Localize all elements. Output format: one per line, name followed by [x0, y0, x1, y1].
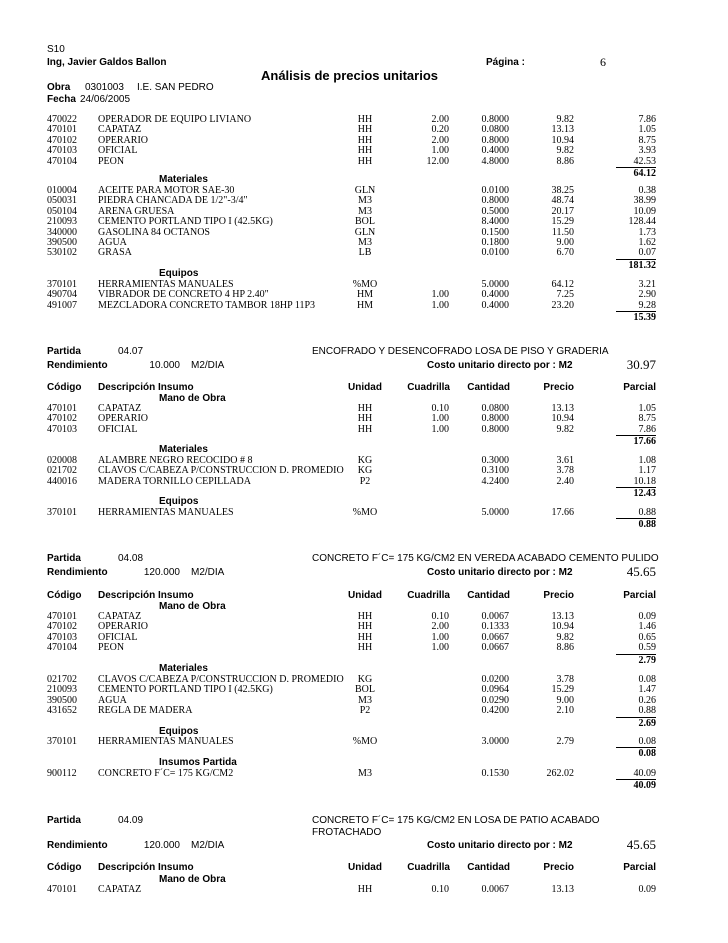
- column-header-unidad: Unidad: [348, 862, 382, 873]
- block1-partida-number: 04.07: [118, 346, 144, 357]
- cell-cant: 0.1800: [481, 237, 509, 248]
- section-total: 12.43: [616, 487, 656, 499]
- cell-desc: CLAVOS C/CABEZA P/CONSTRUCCION D. PROMEDIO: [98, 465, 344, 477]
- cell-cuad: 2.00: [431, 134, 449, 146]
- block1-equipment-heading: Equipos: [159, 496, 199, 507]
- cell-code: 470104: [47, 155, 77, 167]
- cell-unit: HH: [357, 621, 373, 633]
- cell-precio: 9.82: [556, 145, 574, 157]
- cell-desc: MEZCLADORA CONCRETO TAMBOR 18HP 11P3: [98, 299, 316, 311]
- column-header-cuadrilla: Cuadrilla: [407, 590, 450, 601]
- cell-parcial: 1.17: [638, 465, 656, 477]
- cell-desc: AGUA: [98, 694, 127, 706]
- cell-precio: 2.10: [556, 705, 574, 717]
- cell-unit: HM: [356, 289, 374, 301]
- cell-desc: OPERARIO: [98, 621, 149, 633]
- cell-code: 210093: [47, 684, 77, 696]
- cell-parcial: 1.08: [638, 455, 656, 466]
- cell-unit: M3: [358, 195, 372, 207]
- cell-precio: 9.00: [556, 694, 574, 706]
- cell-parcial: 8.75: [638, 413, 656, 425]
- block1-costo-label: Costo unitario directo por : M2: [427, 360, 573, 371]
- engineer-name: Ing, Javier Galdos Ballon: [47, 57, 167, 68]
- cell-desc: OPERARIO: [98, 134, 149, 146]
- cell-unit: BOL: [355, 684, 375, 696]
- cell-desc: VIBRADOR DE CONCRETO 4 HP 2.40": [98, 289, 269, 301]
- cell-unit: HH: [357, 413, 373, 425]
- cell-precio: 23.20: [551, 299, 574, 311]
- block3-partida-label: Partida: [47, 815, 81, 826]
- cell-desc: OFICIAL: [98, 631, 138, 643]
- column-header-parcial: Parcial: [623, 590, 656, 601]
- section-total: 2.69: [616, 717, 656, 729]
- cell-cuad: 1.00: [431, 642, 449, 654]
- cell-desc: CLAVOS C/CABEZA P/CONSTRUCCION D. PROMEDIO: [98, 674, 344, 685]
- cell-precio: 9.00: [556, 237, 574, 248]
- cell-precio: 6.70: [556, 247, 574, 259]
- block1-partida-description: ENCOFRADO Y DESENCOFRADO LOSA DE PISO Y GRADERIA: [312, 346, 609, 357]
- cell-code: 440016: [47, 475, 77, 487]
- cell-unit: P2: [359, 705, 371, 717]
- cell-precio: 3.78: [556, 674, 574, 685]
- cell-code: 900112: [47, 768, 77, 779]
- cell-parcial: 38.99: [633, 195, 656, 207]
- cell-cant: 0.0667: [481, 642, 509, 654]
- block2-rendimiento-label: Rendimiento: [47, 567, 108, 578]
- cell-desc: HERRAMIENTAS MANUALES: [98, 279, 234, 290]
- cell-unit: HH: [357, 423, 373, 435]
- cell-unit: KG: [357, 465, 373, 477]
- cell-unit: HH: [357, 611, 373, 622]
- cell-desc: CAPATAZ: [98, 884, 142, 895]
- column-header-parcial: Parcial: [623, 382, 656, 393]
- cell-cant: 0.4200: [481, 705, 509, 717]
- block2-costo-label: Costo unitario directo por : M2: [427, 567, 573, 578]
- cell-cant: 0.4000: [481, 299, 509, 311]
- cell-code: 491007: [47, 299, 77, 311]
- cell-unit: LB: [358, 247, 372, 259]
- cell-parcial: 8.75: [638, 134, 656, 146]
- cell-cant: 0.0100: [481, 185, 509, 196]
- cell-parcial: 1.62: [638, 237, 656, 248]
- cell-code: 470103: [47, 145, 77, 157]
- cell-cant: 0.0100: [481, 247, 509, 259]
- cell-desc: ARENA GRUESA: [98, 205, 175, 217]
- block1-costo-value: 30.97: [626, 357, 656, 372]
- cell-precio: 10.94: [551, 413, 574, 425]
- cell-cant: 0.0667: [481, 631, 509, 643]
- cell-precio: 17.66: [551, 507, 574, 518]
- block2-rendimiento-unit: M2/DIA: [191, 567, 225, 578]
- cell-precio: 13.13: [551, 611, 574, 622]
- block3-partida-description-line2: FROTACHADO: [312, 827, 382, 838]
- cell-cant: 0.1333: [481, 621, 509, 633]
- cell-code: 340000: [47, 226, 77, 238]
- block3-rendimiento-value: 120.000: [143, 840, 180, 851]
- block1-rendimiento-label: Rendimiento: [47, 360, 108, 371]
- cell-unit: HH: [357, 145, 373, 157]
- block3-rendimiento-label: Rendimiento: [47, 840, 108, 851]
- cell-unit: HH: [357, 884, 373, 895]
- cell-code: 010004: [47, 185, 77, 196]
- cell-code: 020008: [47, 455, 77, 466]
- block2-insumos-heading: Insumos Partida: [159, 757, 237, 768]
- cell-precio: 15.29: [551, 216, 574, 228]
- cell-desc: CONCRETO F´C= 175 KG/CM2: [98, 768, 234, 779]
- cell-parcial: 0.65: [638, 631, 656, 643]
- block2-partida-number: 04.08: [118, 553, 144, 564]
- block2-partida-label: Partida: [47, 553, 81, 564]
- cell-cant: 0.8000: [481, 195, 509, 207]
- cell-precio: 2.79: [556, 736, 574, 747]
- cell-desc: OPERARIO: [98, 413, 149, 425]
- cell-cant: 5.0000: [481, 279, 509, 290]
- cell-code: 470103: [47, 631, 77, 643]
- cell-parcial: 0.88: [638, 705, 656, 717]
- section-total: 64.12: [616, 167, 656, 179]
- cell-code: 370101: [47, 736, 77, 747]
- cell-desc: CAPATAZ: [98, 611, 142, 622]
- cell-code: 490704: [47, 289, 77, 301]
- section-total: 181.32: [616, 259, 656, 271]
- cell-cant: 8.4000: [481, 216, 509, 228]
- block2-equipment-heading: Equipos: [159, 726, 199, 737]
- cell-cant: 0.0290: [481, 694, 509, 706]
- cell-cuad: 0.20: [431, 124, 449, 136]
- cell-desc: CAPATAZ: [98, 124, 142, 136]
- cell-precio: 15.29: [551, 684, 574, 696]
- cell-precio: 3.78: [556, 465, 574, 477]
- column-header-cantidad: Cantidad: [467, 590, 510, 601]
- block2-partida-description: CONCRETO F´C= 175 KG/CM2 EN VEREDA ACABADO CEMENTO PULIDO: [312, 553, 659, 564]
- cell-code: 050104: [47, 205, 77, 217]
- cell-precio: 11.50: [551, 226, 574, 238]
- cell-parcial: 10.18: [633, 475, 656, 487]
- cell-precio: 64.12: [551, 279, 574, 290]
- cell-parcial: 7.86: [638, 423, 656, 435]
- block1-partida-label: Partida: [47, 346, 81, 357]
- cell-desc: GRASA: [98, 247, 132, 259]
- cell-parcial: 2.90: [638, 289, 656, 301]
- cell-cant: 0.0800: [481, 403, 509, 414]
- cell-cant: 0.3100: [481, 465, 509, 477]
- block0-materials-heading: Materiales: [159, 174, 208, 185]
- cell-cant: 0.0067: [481, 611, 509, 622]
- cell-cant: 0.8000: [481, 114, 509, 125]
- cell-precio: 13.13: [551, 403, 574, 414]
- cell-cuad: 2.00: [431, 114, 449, 125]
- cell-unit: BOL: [355, 216, 375, 228]
- cell-desc: HERRAMIENTAS MANUALES: [98, 736, 234, 747]
- cell-parcial: 3.21: [638, 279, 656, 290]
- cell-desc: AGUA: [98, 237, 127, 248]
- cell-code: 050031: [47, 195, 77, 207]
- cell-cant: 5.0000: [481, 507, 509, 518]
- cell-precio: 9.82: [556, 631, 574, 643]
- cell-unit: GLN: [354, 226, 376, 238]
- block1-materials-heading: Materiales: [159, 444, 208, 455]
- cell-precio: 48.74: [551, 195, 574, 207]
- column-header-cuadrilla: Cuadrilla: [407, 382, 450, 393]
- cell-unit: HH: [357, 124, 373, 136]
- cell-parcial: 0.08: [638, 674, 656, 685]
- cell-precio: 8.86: [556, 642, 574, 654]
- cell-code: 021702: [47, 465, 77, 477]
- cell-desc: CEMENTO PORTLAND TIPO I (42.5KG): [98, 684, 273, 696]
- fecha-value: 24/06/2005: [80, 94, 131, 105]
- cell-parcial: 10.09: [633, 205, 656, 217]
- block2-costo-value: 45.65: [626, 564, 656, 579]
- block1-labor-heading: Mano de Obra: [159, 393, 226, 404]
- cell-unit: GLN: [354, 185, 376, 196]
- cell-desc: PIEDRA CHANCADA DE 1/2"-3/4": [98, 195, 248, 207]
- cell-code: 470104: [47, 642, 77, 654]
- cell-cant: 0.5000: [481, 205, 509, 217]
- cell-code: 021702: [47, 674, 77, 685]
- obra-name: I.E. SAN PEDRO: [137, 82, 214, 93]
- cell-cuad: 12.00: [426, 155, 449, 167]
- cell-cant: 0.8000: [481, 413, 509, 425]
- cell-cant: 0.3000: [481, 455, 509, 466]
- cell-unit: %MO: [352, 507, 378, 518]
- block2-materials-heading: Materiales: [159, 663, 208, 674]
- cell-precio: 10.94: [551, 134, 574, 146]
- cell-unit: KG: [357, 674, 373, 685]
- cell-unit: M3: [358, 694, 372, 706]
- cell-parcial: 1.47: [638, 684, 656, 696]
- cell-cuad: 1.00: [431, 289, 449, 301]
- cell-desc: MADERA TORNILLO CEPILLADA: [98, 475, 251, 487]
- cell-cant: 0.0964: [481, 684, 509, 696]
- cell-parcial: 1.05: [638, 124, 656, 136]
- cell-parcial: 0.09: [638, 611, 656, 622]
- section-total: 0.88: [616, 518, 656, 530]
- block3-rendimiento-unit: M2/DIA: [191, 840, 225, 851]
- block3-costo-label: Costo unitario directo por : M2: [427, 840, 573, 851]
- cell-parcial: 0.26: [638, 694, 656, 706]
- cell-precio: 9.82: [556, 114, 574, 125]
- cell-precio: 2.40: [556, 475, 574, 487]
- cell-cant: 0.8000: [481, 423, 509, 435]
- cell-precio: 13.13: [551, 124, 574, 136]
- block3-partida-number: 04.09: [118, 815, 144, 826]
- cell-unit: HH: [357, 403, 373, 414]
- cell-parcial: 9.28: [638, 299, 656, 311]
- section-total: 2.79: [616, 654, 656, 666]
- block3-costo-value: 45.65: [626, 837, 656, 852]
- cell-parcial: 0.59: [638, 642, 656, 654]
- cell-precio: 38.25: [551, 185, 574, 196]
- block1-rendimiento-value: 10.000: [149, 360, 180, 371]
- cell-precio: 3.61: [556, 455, 574, 466]
- cell-unit: %MO: [352, 279, 378, 290]
- cell-cuad: 0.10: [431, 403, 449, 414]
- cell-precio: 20.17: [551, 205, 574, 217]
- cell-precio: 9.82: [556, 423, 574, 435]
- column-header-precio: Precio: [543, 862, 574, 873]
- obra-code: 0301003: [85, 82, 124, 93]
- cell-code: 390500: [47, 694, 77, 706]
- cell-cuad: 0.10: [431, 884, 449, 895]
- cell-parcial: 0.88: [638, 507, 656, 518]
- column-header-codigo: Código: [47, 590, 82, 601]
- cell-unit: %MO: [352, 736, 378, 747]
- cell-parcial: 0.07: [638, 247, 656, 259]
- block0-equipment-heading: Equipos: [159, 268, 199, 279]
- column-header-cantidad: Cantidad: [467, 862, 510, 873]
- cell-unit: M3: [358, 768, 372, 779]
- column-header-codigo: Código: [47, 862, 82, 873]
- cell-parcial: 3.93: [638, 145, 656, 157]
- cell-cant: 0.0200: [481, 674, 509, 685]
- cell-unit: HH: [357, 134, 373, 146]
- cell-parcial: 0.38: [638, 185, 656, 196]
- cell-cant: 4.8000: [481, 155, 509, 167]
- cell-desc: ALAMBRE NEGRO RECOCIDO # 8: [98, 455, 253, 466]
- cell-parcial: 42.53: [633, 155, 656, 167]
- cell-code: 370101: [47, 279, 77, 290]
- cell-precio: 8.86: [556, 155, 574, 167]
- block2-labor-heading: Mano de Obra: [159, 601, 226, 612]
- cell-code: 470101: [47, 884, 77, 895]
- cell-parcial: 0.09: [638, 884, 656, 895]
- cell-code: 470101: [47, 611, 77, 622]
- column-header-parcial: Parcial: [623, 862, 656, 873]
- cell-desc: CAPATAZ: [98, 403, 142, 414]
- cell-precio: 262.02: [546, 768, 574, 779]
- cell-code: 370101: [47, 507, 77, 518]
- cell-parcial: 1.73: [638, 226, 656, 238]
- cell-cant: 0.4000: [481, 289, 509, 301]
- cell-unit: P2: [359, 475, 371, 487]
- cell-cuad: 1.00: [431, 631, 449, 643]
- column-header-precio: Precio: [543, 382, 574, 393]
- cell-desc: HERRAMIENTAS MANUALES: [98, 507, 234, 518]
- cell-code: 470022: [47, 114, 77, 125]
- column-header-unidad: Unidad: [348, 382, 382, 393]
- column-header-descripcion: Descripción Insumo: [98, 590, 194, 601]
- cell-parcial: 128.44: [628, 216, 656, 228]
- section-total: 15.39: [616, 311, 656, 323]
- block2-rendimiento-value: 120.000: [143, 567, 180, 578]
- cell-cant: 0.1530: [481, 768, 509, 779]
- section-total: 17.66: [616, 435, 656, 447]
- cell-desc: OFICIAL: [98, 423, 138, 435]
- cell-precio: 10.94: [551, 621, 574, 633]
- cell-code: 470101: [47, 124, 77, 136]
- cell-unit: HM: [356, 299, 374, 311]
- cell-code: 470101: [47, 403, 77, 414]
- cell-cuad: 0.10: [431, 611, 449, 622]
- cell-cant: 0.8000: [481, 134, 509, 146]
- cell-code: 470102: [47, 621, 77, 633]
- cell-unit: M3: [358, 205, 372, 217]
- page-label: Página :: [486, 57, 525, 68]
- obra-label: Obra: [47, 82, 71, 93]
- cell-parcial: 40.09: [633, 768, 656, 779]
- column-header-cuadrilla: Cuadrilla: [407, 862, 450, 873]
- cell-parcial: 1.05: [638, 403, 656, 414]
- cell-code: 470103: [47, 423, 77, 435]
- cell-desc: ACEITE PARA MOTOR SAE-30: [98, 185, 235, 196]
- column-header-codigo: Código: [47, 382, 82, 393]
- cell-precio: 13.13: [551, 884, 574, 895]
- cell-desc: CEMENTO PORTLAND TIPO I (42.5KG): [98, 216, 273, 228]
- cell-unit: HH: [357, 631, 373, 643]
- cell-code: 210093: [47, 216, 77, 228]
- column-header-descripcion: Descripción Insumo: [98, 862, 194, 873]
- column-header-precio: Precio: [543, 590, 574, 601]
- cell-desc: OFICIAL: [98, 145, 138, 157]
- cell-cant: 0.0800: [481, 124, 509, 136]
- block1-rendimiento-unit: M2/DIA: [191, 360, 225, 371]
- cell-precio: 7.25: [556, 289, 574, 301]
- fecha-label: Fecha: [47, 94, 76, 105]
- cell-desc: GASOLINA 84 OCTANOS: [98, 226, 210, 238]
- cell-unit: HH: [357, 155, 373, 167]
- cell-code: 431652: [47, 705, 77, 717]
- cell-unit: HH: [357, 642, 373, 654]
- cell-cuad: 2.00: [431, 621, 449, 633]
- column-header-unidad: Unidad: [348, 590, 382, 601]
- cell-parcial: 0.08: [638, 736, 656, 747]
- cell-desc: PEON: [98, 642, 125, 654]
- cell-code: 470102: [47, 413, 77, 425]
- cell-unit: HH: [357, 114, 373, 125]
- cell-cant: 0.4000: [481, 145, 509, 157]
- cell-cant: 0.0067: [481, 884, 509, 895]
- report-code: S10: [47, 44, 65, 55]
- cell-desc: PEON: [98, 155, 125, 167]
- cell-cant: 4.2400: [481, 475, 509, 487]
- cell-desc: REGLA DE MADERA: [98, 705, 193, 717]
- cell-cuad: 1.00: [431, 423, 449, 435]
- cell-code: 470102: [47, 134, 77, 146]
- cell-parcial: 7.86: [638, 114, 656, 125]
- column-header-cantidad: Cantidad: [467, 382, 510, 393]
- cell-unit: KG: [357, 455, 373, 466]
- block3-partida-description-line1: CONCRETO F´C= 175 KG/CM2 EN LOSA DE PATIO ACABADO: [312, 815, 600, 826]
- cell-cant: 0.1500: [481, 226, 509, 238]
- column-header-descripcion: Descripción Insumo: [98, 382, 194, 393]
- page-title: Análisis de precios unitarios: [261, 68, 438, 83]
- cell-parcial: 1.46: [638, 621, 656, 633]
- cell-cuad: 1.00: [431, 413, 449, 425]
- cell-code: 390500: [47, 237, 77, 248]
- cell-desc: OPERADOR DE EQUIPO LIVIANO: [98, 114, 252, 125]
- block3-labor-heading: Mano de Obra: [159, 874, 226, 885]
- cell-cant: 3.0000: [481, 736, 509, 747]
- cell-cuad: 1.00: [431, 145, 449, 157]
- page-number: 6: [600, 55, 606, 69]
- section-total: 0.08: [616, 747, 656, 759]
- section-total: 40.09: [616, 779, 656, 791]
- cell-code: 530102: [47, 247, 77, 259]
- cell-unit: M3: [358, 237, 372, 248]
- cell-cuad: 1.00: [431, 299, 449, 311]
